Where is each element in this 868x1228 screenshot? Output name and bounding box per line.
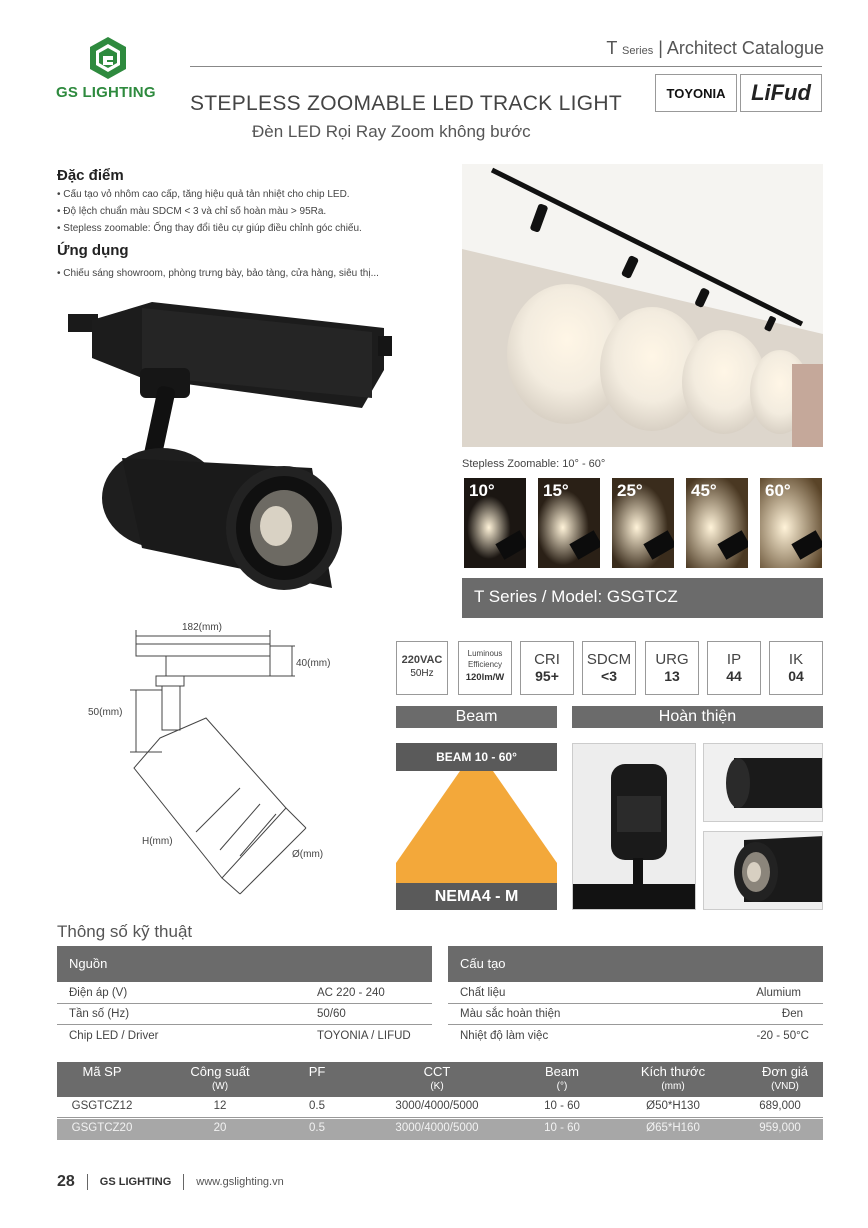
col-header-unit: (VND) xyxy=(771,1081,799,1092)
cell-code: GSGTCZ20 xyxy=(71,1122,133,1134)
col-header-unit: (mm) xyxy=(661,1081,685,1092)
spec-badge-efficiency xyxy=(458,641,512,695)
finish-photo-body xyxy=(703,743,823,822)
row-label: Tần số (Hz) xyxy=(69,1008,130,1020)
cell-price: 959,000 xyxy=(759,1122,801,1134)
cell-pf: 0.5 xyxy=(309,1122,325,1134)
spec-badge-key: SDCM xyxy=(586,651,632,668)
features-list xyxy=(57,186,362,237)
features-heading: Đặc điểm xyxy=(57,167,124,184)
series-letter: T xyxy=(606,38,617,58)
beam-angle-label: 25° xyxy=(617,481,643,500)
spec-badge-key: 220VAC xyxy=(401,654,443,666)
spec-badge-key: URG xyxy=(655,651,689,668)
spec-badge-ik xyxy=(769,641,823,695)
applications-heading: Ứng dụng xyxy=(57,242,129,259)
table-row xyxy=(57,983,432,1004)
spec-badge-value: 44 xyxy=(726,668,742,684)
finish-tab: Hoàn thiện xyxy=(572,706,823,728)
col-header-unit: (W) xyxy=(211,1081,229,1092)
finish-photo-lens xyxy=(703,831,823,910)
brand-toyonia-text: TOYONIA xyxy=(666,85,726,101)
cell-power: 12 xyxy=(213,1100,227,1112)
nema-label: NEMA4 - M xyxy=(396,883,557,910)
cell-price: 689,000 xyxy=(759,1100,801,1112)
row-value: TOYONIA / LIFUD xyxy=(317,1029,411,1042)
row-label: Chip LED / Driver xyxy=(69,1029,159,1042)
cell-beam: 10 - 60 xyxy=(544,1100,580,1112)
catalogue-name: | Architect Catalogue xyxy=(658,38,824,58)
gs-logo-icon xyxy=(88,36,128,80)
series-word: Series xyxy=(622,45,654,57)
cell-pf: 0.5 xyxy=(309,1100,325,1112)
col-header-title: Công suất xyxy=(190,1064,250,1079)
footer-brand: GS LIGHTING xyxy=(99,1176,172,1188)
beam-thumbnail xyxy=(760,478,822,568)
beam-angle-label: 45° xyxy=(691,481,717,500)
power-table xyxy=(57,983,432,1046)
spec-badge-value: 50Hz xyxy=(410,668,434,679)
row-value: -20 - 50°C xyxy=(756,1029,809,1042)
col-header-title: PF xyxy=(308,1064,326,1079)
row-value: AC 220 - 240 xyxy=(317,987,385,999)
col-header-unit: (°) xyxy=(556,1081,568,1092)
row-label: Màu sắc hoàn thiện xyxy=(460,1008,561,1020)
spec-badge-value: 04 xyxy=(788,668,804,684)
beam-angle-label: 15° xyxy=(543,481,569,500)
table-row xyxy=(448,1004,823,1025)
spec-badge-cri xyxy=(520,641,574,695)
table-row xyxy=(448,983,823,1004)
col-header-unit: (K) xyxy=(430,1081,444,1092)
product-table-header xyxy=(57,1062,823,1097)
spec-badge-urg xyxy=(645,641,699,695)
logo-text: GS LIGHTING xyxy=(56,84,156,101)
page-footer xyxy=(57,1173,284,1191)
col-header-title: CCT xyxy=(423,1064,451,1079)
col-header-title: Đơn giá xyxy=(761,1064,809,1079)
beam-thumbnail xyxy=(686,478,748,568)
table-row xyxy=(448,1025,823,1046)
footer-url[interactable]: www.gslighting.vn xyxy=(196,1176,284,1188)
spec-badge-voltage xyxy=(396,641,448,695)
row-value: 50/60 xyxy=(317,1008,346,1020)
feature-item: • Stepless zoomable: Ống thay đổi tiêu cự giúp điều chỉnh góc chiếu. xyxy=(57,220,362,237)
table-row xyxy=(57,1004,432,1025)
cell-cct: 3000/4000/5000 xyxy=(395,1100,479,1112)
beam-diagram xyxy=(396,743,557,910)
beam-thumbnail xyxy=(538,478,600,568)
applications-list xyxy=(57,265,379,282)
spec-badge-value: 13 xyxy=(664,668,680,684)
spec-badge-ip xyxy=(707,641,761,695)
build-table-header: Cấu tạo xyxy=(448,946,823,982)
page-subtitle: Đèn LED Rọi Ray Zoom không bước xyxy=(252,122,531,141)
footer-divider xyxy=(183,1174,184,1190)
cell-size: Ø50*H130 xyxy=(646,1100,700,1112)
footer-divider xyxy=(87,1174,88,1190)
zoom-range-label: Stepless Zoomable: 10° - 60° xyxy=(462,458,606,470)
dim-width: 182(mm) xyxy=(182,622,223,633)
spec-badge-value: <3 xyxy=(601,668,617,684)
brand-lifud-text: LiFud xyxy=(751,80,811,105)
spec-badge-sdcm xyxy=(582,641,636,695)
page-number: 28 xyxy=(57,1173,75,1190)
dim-offset: 50(mm) xyxy=(88,707,123,718)
col-header-title: Mã SP xyxy=(82,1064,122,1079)
feature-item: • Độ lệch chuẩn màu SDCM < 3 và chỉ số hoàn màu > 95Ra. xyxy=(57,203,362,220)
page-title: STEPLESS ZOOMABLE LED TRACK LIGHT xyxy=(190,92,622,115)
header-divider xyxy=(190,66,822,67)
cell-code: GSGTCZ12 xyxy=(71,1100,133,1112)
spec-badge-key: IK xyxy=(788,651,804,668)
model-bar: T Series / Model: GSGTCZ xyxy=(462,578,823,618)
row-label: Chất liệu xyxy=(460,987,506,999)
row-value: Đen xyxy=(781,1008,803,1020)
application-item: • Chiếu sáng showroom, phòng trưng bày, bảo tàng, cửa hàng, siêu thị... xyxy=(57,265,379,282)
spec-badge-value: 95+ xyxy=(535,668,559,684)
table-row xyxy=(57,1119,823,1140)
cell-beam: 10 - 60 xyxy=(544,1122,580,1134)
dim-h: H(mm) xyxy=(142,836,173,847)
spec-badge-key: CRI xyxy=(534,651,560,668)
dim-top-height: 40(mm) xyxy=(296,658,331,669)
table-row xyxy=(57,1025,432,1046)
feature-item: • Cấu tạo vỏ nhôm cao cấp, tăng hiệu quả tản nhiệt cho chip LED. xyxy=(57,186,362,203)
row-value: Alumium xyxy=(756,987,801,999)
row-label: Nhiệt độ làm việc xyxy=(460,1029,549,1042)
cell-cct: 3000/4000/5000 xyxy=(395,1122,479,1134)
track-light-product-image xyxy=(62,298,402,598)
power-table-header: Nguồn xyxy=(57,946,432,982)
dim-diameter: Ø(mm) xyxy=(292,849,324,860)
series-heading xyxy=(606,38,824,59)
beam-angle-label: 10° xyxy=(469,481,495,500)
cell-power: 20 xyxy=(213,1122,227,1134)
brand-toyonia-logo xyxy=(655,74,737,112)
beam-angle-label: 60° xyxy=(765,481,791,500)
build-table xyxy=(448,983,823,1046)
spec-badge-key: Luminous Efficiency xyxy=(467,649,503,669)
row-label: Điện áp (V) xyxy=(69,987,128,999)
beam-thumbnail xyxy=(612,478,674,568)
beam-tab: Beam xyxy=(396,706,557,728)
beam-range-label: BEAM 10 - 60° xyxy=(396,743,557,771)
col-header-title: Beam xyxy=(545,1064,579,1079)
col-header-title: Kích thước xyxy=(640,1064,706,1079)
tech-specs-heading: Thông số kỹ thuật xyxy=(57,922,193,941)
table-row xyxy=(57,1097,823,1118)
spec-badge-key: IP xyxy=(726,651,742,668)
spec-badge-value: 120lm/W xyxy=(465,672,505,683)
cell-size: Ø65*H160 xyxy=(646,1122,700,1134)
brand-lifud-logo xyxy=(740,74,822,112)
installation-photo xyxy=(462,164,823,447)
finish-photo-side xyxy=(572,743,696,910)
beam-thumbnail xyxy=(464,478,526,568)
